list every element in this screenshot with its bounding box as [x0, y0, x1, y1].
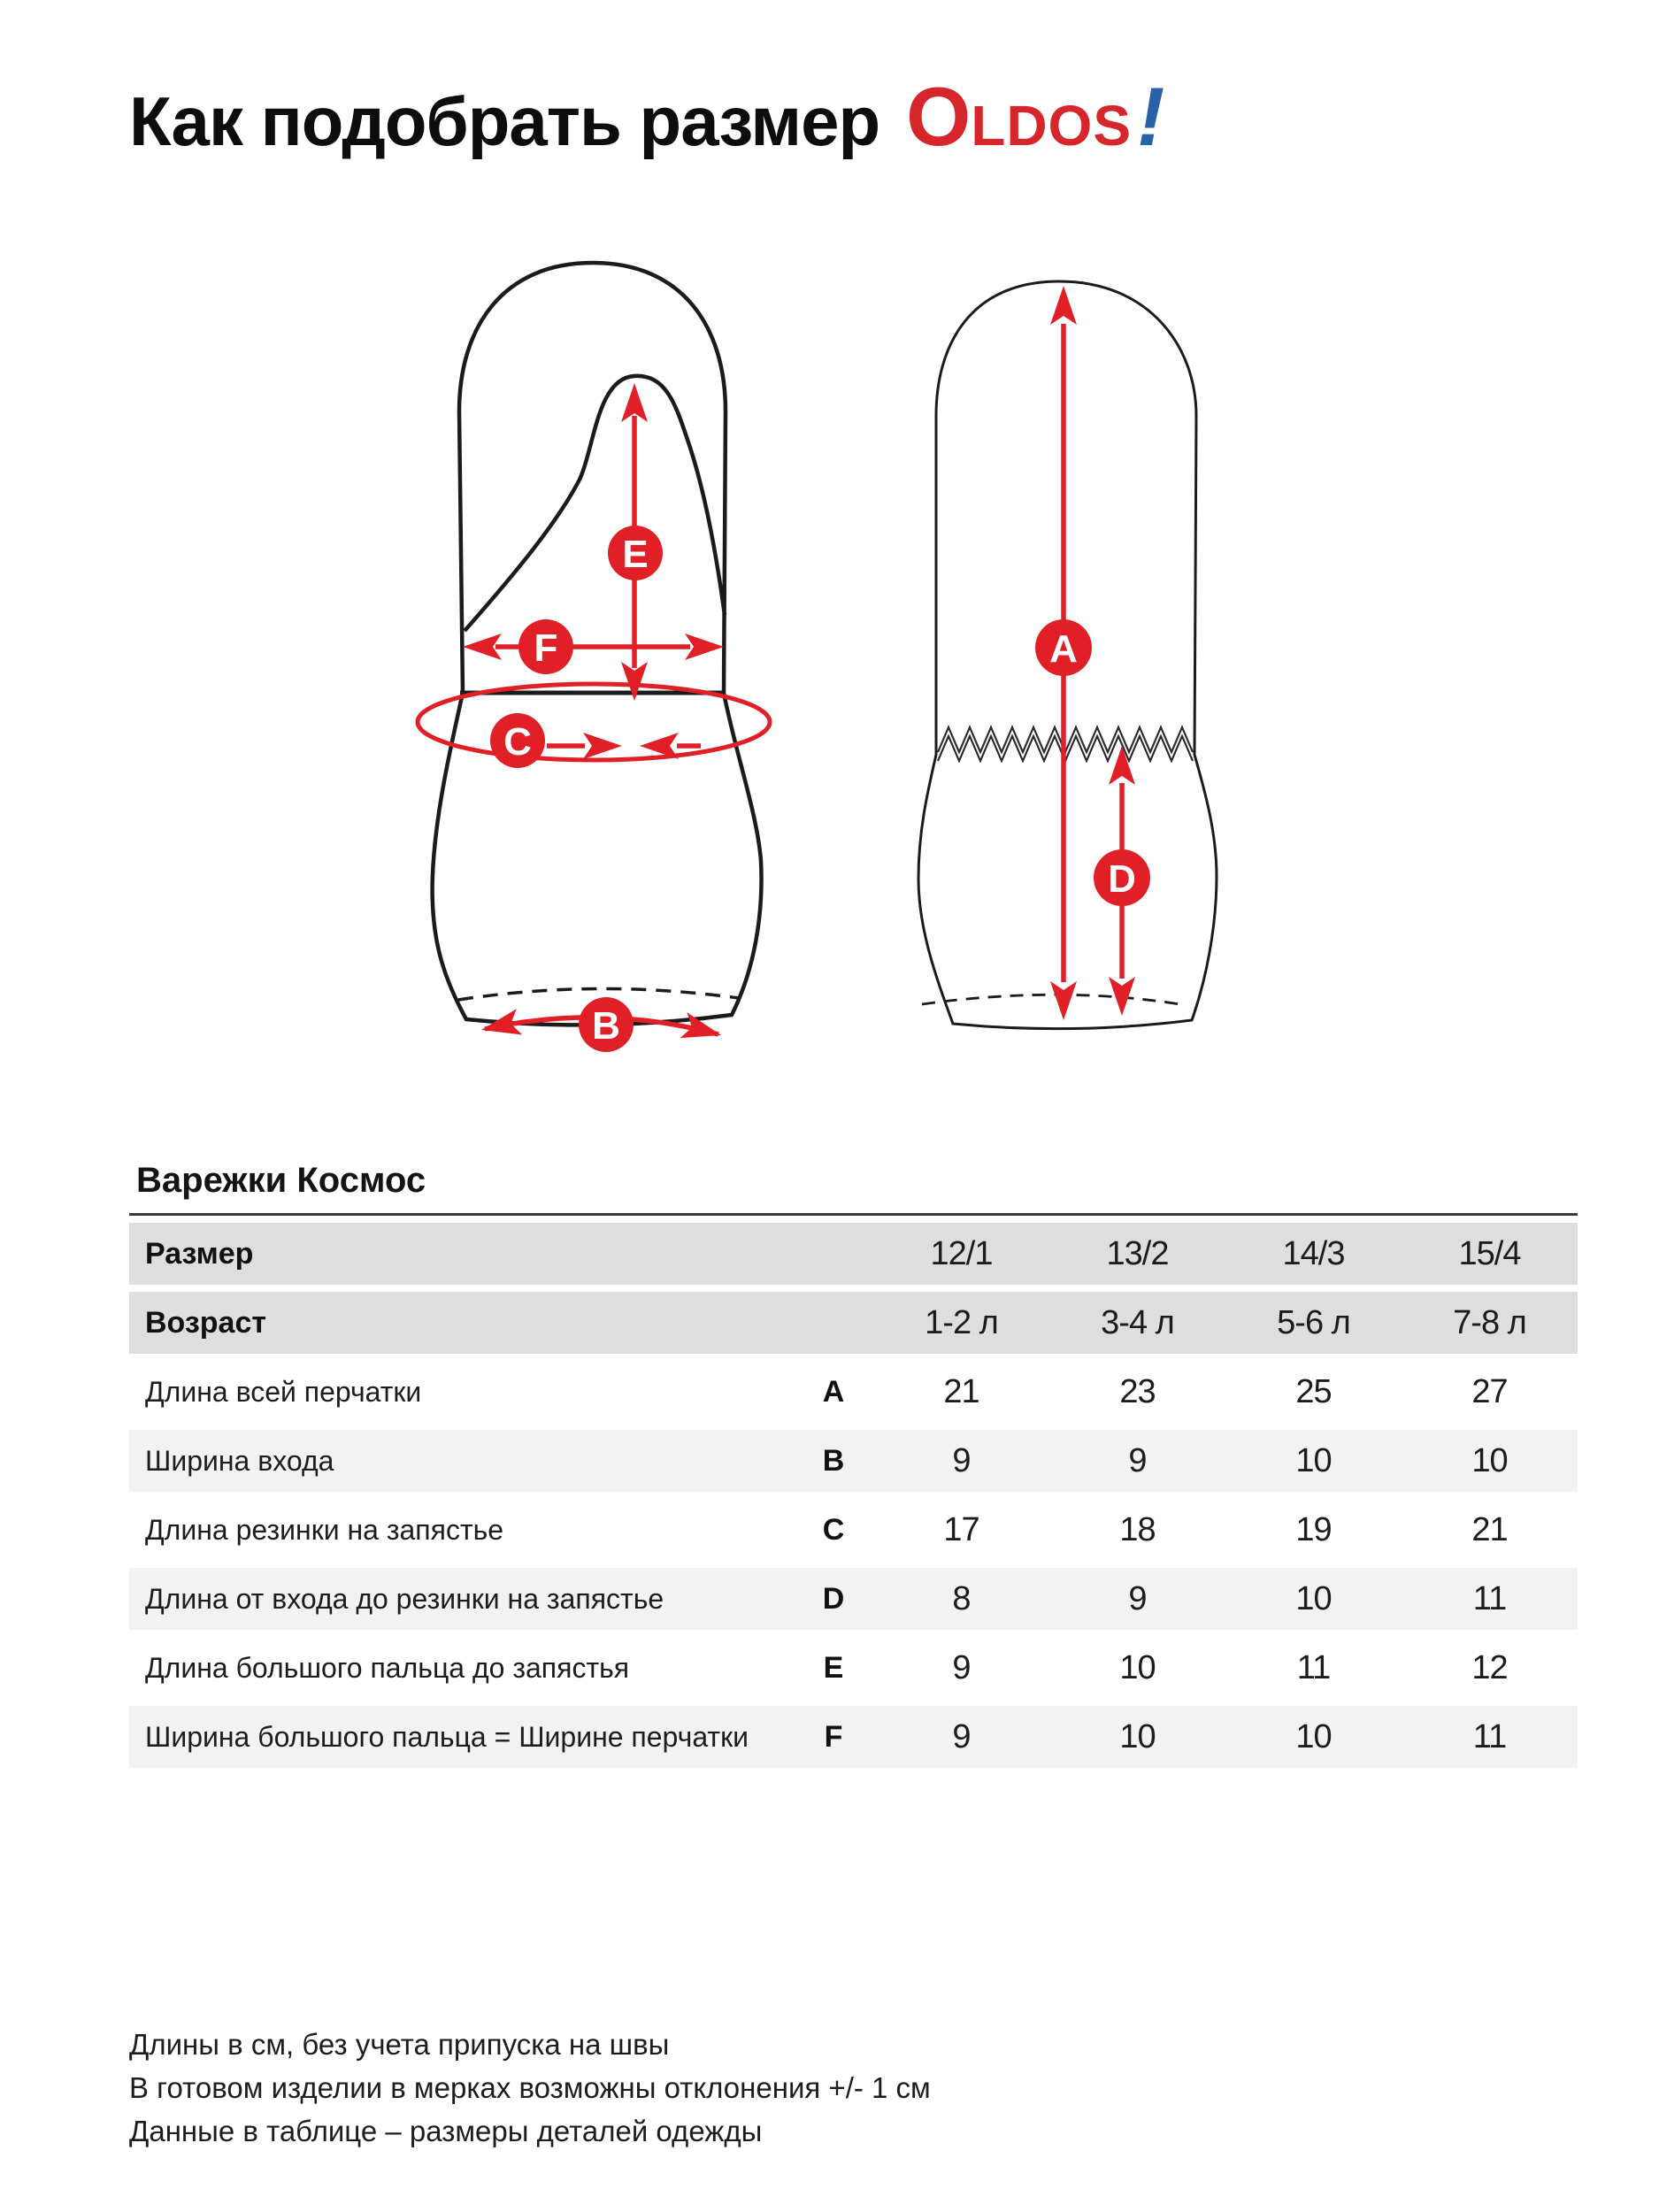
value-cell: 10 — [1295, 1441, 1332, 1479]
value-cell: 21 — [943, 1372, 979, 1410]
value-cell: 10 — [1119, 1717, 1156, 1755]
row-label: Длина всей перчатки — [145, 1375, 422, 1408]
value-cell: 25 — [1295, 1372, 1332, 1410]
value-cell: 11 — [1472, 1579, 1507, 1617]
oldos-logo — [906, 69, 1164, 165]
footnote-line: В готовом изделии в мерках возможны отклонения +/- 1 см — [129, 2071, 931, 2104]
row-label: Ширина большого пальца = Ширине перчатки — [145, 1720, 749, 1753]
logo-letter-o: O — [906, 70, 972, 163]
value-cell: 12 — [1471, 1648, 1508, 1686]
value-cell: 27 — [1471, 1372, 1508, 1410]
value-cell: 14/3 — [1282, 1234, 1345, 1272]
value-cell: 18 — [1119, 1510, 1156, 1548]
letter-cell: A — [822, 1374, 845, 1409]
letter-cell: D — [822, 1581, 845, 1616]
value-cell: 10 — [1119, 1648, 1156, 1686]
value-cell: 10 — [1471, 1441, 1508, 1479]
table-row-b — [129, 1430, 1578, 1492]
letter-cell: F — [824, 1719, 843, 1754]
table-row-age — [129, 1292, 1578, 1354]
measure-label-b — [579, 997, 634, 1052]
row-header: Размер — [145, 1236, 254, 1271]
svg-text:C: C — [503, 719, 532, 764]
page-title: Как подобрать размер — [129, 82, 880, 160]
value-cell: 3-4 л — [1101, 1303, 1174, 1341]
value-cell: 19 — [1295, 1510, 1332, 1548]
svg-text:E: E — [622, 532, 649, 576]
table-row-c — [129, 1499, 1578, 1561]
value-cell: 10 — [1295, 1579, 1332, 1617]
table-row-e — [129, 1637, 1578, 1699]
table-row-d — [129, 1568, 1578, 1630]
value-cell: 9 — [952, 1648, 971, 1686]
value-cell: 12/1 — [930, 1234, 993, 1272]
value-cell: 8 — [952, 1579, 971, 1617]
value-cell: 9 — [952, 1717, 971, 1755]
footnotes — [129, 2023, 931, 2153]
value-cell: 17 — [943, 1510, 979, 1548]
letter-cell: E — [823, 1650, 844, 1685]
left-mitten-diagram — [389, 239, 832, 1115]
svg-text:B: B — [592, 1003, 620, 1048]
table-title: Варежки Космос — [136, 1161, 426, 1200]
value-cell: 9 — [1128, 1441, 1147, 1479]
value-cell: 15/4 — [1458, 1234, 1521, 1272]
footnote-line: Длины в см, без учета припуска на швы — [129, 2028, 670, 2061]
value-cell: 11 — [1472, 1717, 1507, 1755]
size-table-section — [129, 1161, 1578, 1775]
row-label: Длина от входа до резинки на запястье — [145, 1582, 664, 1615]
row-label: Ширина входа — [145, 1444, 334, 1477]
measure-label-c — [490, 713, 545, 768]
value-cell: 11 — [1296, 1648, 1331, 1686]
thumb-outline — [465, 376, 725, 631]
letter-cell: C — [822, 1512, 845, 1547]
value-cell: 5-6 л — [1277, 1303, 1350, 1341]
value-cell: 9 — [1128, 1579, 1147, 1617]
value-cell: 1-2 л — [925, 1303, 998, 1341]
hem-dashed-line — [458, 988, 739, 1000]
value-cell: 13/2 — [1106, 1234, 1169, 1272]
value-cell: 10 — [1295, 1717, 1332, 1755]
measure-label-f — [518, 619, 573, 674]
svg-text:D: D — [1108, 856, 1136, 901]
measure-label-d — [1094, 849, 1150, 906]
letter-cell: B — [822, 1443, 845, 1478]
value-cell: 21 — [1471, 1510, 1508, 1548]
row-label: Длина резинки на запястье — [145, 1513, 504, 1546]
svg-text:A: A — [1049, 626, 1078, 671]
row-label: Длина большого пальца до запястья — [145, 1651, 630, 1684]
value-cell: 23 — [1119, 1372, 1156, 1410]
measure-label-a — [1035, 619, 1092, 676]
logo-letters-ldos: LDOS — [971, 94, 1132, 157]
logo-exclamation: ! — [1137, 70, 1165, 163]
table-row-size — [129, 1223, 1578, 1285]
value-cell: 7-8 л — [1453, 1303, 1526, 1341]
footnote-line: Данные в таблице – размеры деталей одежды — [129, 2115, 763, 2147]
svg-text:F: F — [534, 626, 558, 670]
page-header — [129, 69, 1164, 165]
value-cell: 9 — [952, 1441, 971, 1479]
table-row-a — [129, 1361, 1578, 1423]
row-header: Возраст — [145, 1305, 267, 1340]
measure-label-e — [608, 526, 663, 580]
hem-dashed-line — [922, 995, 1186, 1005]
table-row-f — [129, 1706, 1578, 1768]
right-mitten-diagram — [911, 248, 1283, 1062]
size-table — [129, 1213, 1578, 1768]
